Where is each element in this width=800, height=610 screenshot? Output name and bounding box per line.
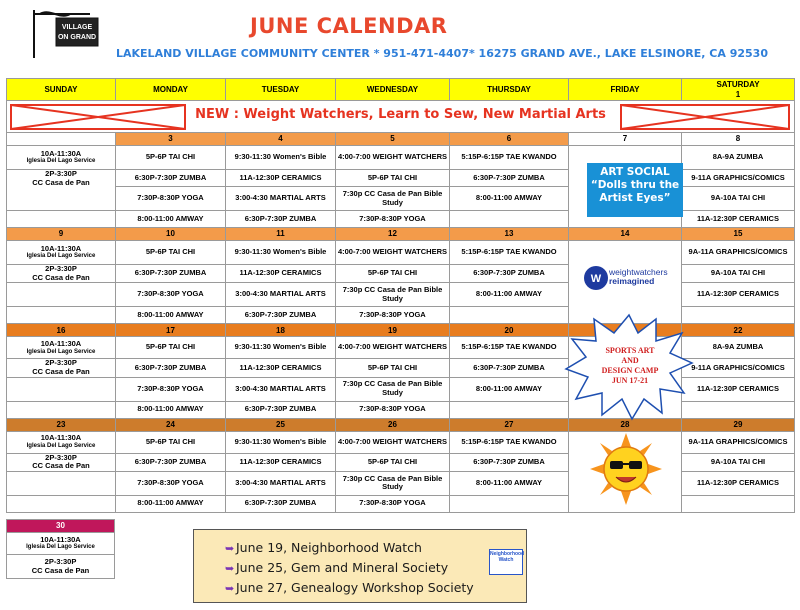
week1-date-row: [7, 133, 795, 146]
sunday-casa-de-pan: 2P-3:30P CC Casa de Pan: [7, 359, 116, 377]
event-cell: 11A-12:30P CERAMICS: [226, 359, 336, 377]
page-subtitle: LAKELAND VILLAGE COMMUNITY CENTER * 951-471-4407* 16275 GRAND AVE., LAKE ELSINORE, CA 92530: [116, 47, 768, 60]
day-header-monday: MONDAY: [116, 79, 226, 101]
date-1: 1: [735, 89, 741, 99]
event-cell: 5P-6P TAI CHI: [116, 146, 226, 170]
event-cell: 9:30-11:30 Women's Bible: [226, 241, 336, 265]
event-cell: 8:00-11:00 AMWAY: [116, 495, 226, 512]
date-18: 18: [226, 324, 336, 337]
date-14: 14: [569, 228, 682, 241]
sunday-service: 10A-11:30A Iglesia Del Lago Service: [7, 533, 115, 555]
empty-cell: [450, 401, 569, 418]
calendar-table: [6, 78, 795, 513]
empty-cell: [682, 307, 795, 324]
day-header-row: [7, 79, 795, 101]
date-23: 23: [7, 418, 116, 431]
event-cell: 9A-10A TAI CHI: [682, 453, 795, 471]
event-cell: 5:15P-6:15P TAE KWANDO: [450, 431, 569, 453]
event-cell: 7:30p CC Casa de Pan Bible Study: [336, 471, 450, 495]
svg-text:AND: AND: [621, 356, 639, 365]
event-cell: 3:00-4:30 MARTIAL ARTS: [226, 471, 336, 495]
date-12: 12: [336, 228, 450, 241]
svg-text:ON GRAND: ON GRAND: [57, 34, 97, 41]
day-header-sunday: SUNDAY: [7, 79, 116, 101]
empty-cell: [7, 495, 116, 512]
weightwatchers-text: weightwatchers reimagined: [609, 267, 668, 286]
event-cell: 6:30P-7:30P ZUMBA: [116, 170, 226, 187]
event-cell: 7:30P-8:30P YOGA: [336, 495, 450, 512]
event-cell: 6:30P-7:30P ZUMBA: [226, 307, 336, 324]
svg-text:VILLAGE: VILLAGE: [61, 24, 93, 31]
arrow-icon: ➥: [225, 563, 235, 575]
event-cell: 9A-11A GRAPHICS/COMICS: [682, 241, 795, 265]
event-cell: 7:30P-8:30P YOGA: [116, 187, 226, 211]
event-cell: 11A-12:30P CERAMICS: [226, 265, 336, 283]
sunday-casa-de-pan: 2P-3:30P CC Casa de Pan: [7, 555, 115, 579]
event-cell: 6:30P-7:30P ZUMBA: [450, 359, 569, 377]
event-cell: 5:15P-6:15P TAE KWANDO: [450, 146, 569, 170]
event-cell: 5P-6P TAI CHI: [116, 431, 226, 453]
event-cell: 9A-10A TAI CHI: [682, 265, 795, 283]
sports-camp-starburst: [564, 313, 694, 421]
event-cell: 8A-9A ZUMBA: [682, 337, 795, 359]
event-cell: 5:15P-6:15P TAE KWANDO: [450, 337, 569, 359]
date-16: 16: [7, 324, 116, 337]
date-24: 24: [116, 418, 226, 431]
event-cell: 7:30p CC Casa de Pan Bible Study: [336, 283, 450, 307]
event-cell: 8:00-11:00 AMWAY: [116, 211, 226, 228]
notice-box: [193, 529, 527, 603]
event-cell: 8:00-11:00 AMWAY: [450, 471, 569, 495]
sunday-service: 10A-11:30A Iglesia Del Lago Service: [7, 146, 116, 170]
date-4: 4: [226, 133, 336, 146]
day-header-thursday: THURSDAY: [450, 79, 569, 101]
date-10: 10: [116, 228, 226, 241]
event-cell: 5P-6P TAI CHI: [336, 170, 450, 187]
empty-cell: [7, 307, 116, 324]
date-27: 27: [450, 418, 569, 431]
empty-cell: [450, 307, 569, 324]
sunday-casa-de-pan: 2P-3:30P CC Casa de Pan: [7, 170, 116, 211]
date-3: 3: [116, 133, 226, 146]
notice-item: June 25, Gem and Mineral Society: [236, 560, 449, 575]
event-cell: 7:30p CC Casa de Pan Bible Study: [336, 187, 450, 211]
event-cell: 9:30-11:30 Women's Bible: [226, 337, 336, 359]
event-cell: 11A-12:30P CERAMICS: [682, 283, 795, 307]
new-classes-banner: [7, 101, 795, 133]
notice-item: June 27, Genealogy Workshop Society: [236, 580, 474, 595]
event-cell: 8:00-11:00 AMWAY: [116, 401, 226, 418]
arrow-icon: ➥: [225, 583, 235, 595]
event-cell: 9-11A GRAPHICS/COMICS: [682, 359, 795, 377]
empty-cell: [450, 495, 569, 512]
event-cell: 5P-6P TAI CHI: [336, 359, 450, 377]
event-cell: 6:30P-7:30P ZUMBA: [450, 453, 569, 471]
event-cell: 5P-6P TAI CHI: [116, 241, 226, 265]
date-26: 26: [336, 418, 450, 431]
event-cell: 9A-11A GRAPHICS/COMICS: [682, 431, 795, 453]
event-cell: 7:30P-8:30P YOGA: [116, 377, 226, 401]
event-cell: 5P-6P TAI CHI: [116, 337, 226, 359]
notice-item: June 19, Neighborhood Watch: [236, 540, 422, 555]
event-cell: 9:30-11:30 Women's Bible: [226, 146, 336, 170]
event-cell: 6:30P-7:30P ZUMBA: [116, 359, 226, 377]
event-cell: 5:15P-6:15P TAE KWANDO: [450, 241, 569, 265]
event-cell: 8A-9A ZUMBA: [682, 146, 795, 170]
banner-text: NEW : Weight Watchers, Learn to Sew, New Martial Arts: [195, 106, 606, 122]
date-22: 22: [682, 324, 795, 337]
empty-cell: [7, 377, 116, 401]
event-cell: 7:30P-8:30P YOGA: [336, 401, 450, 418]
day-header-wednesday: WEDNESDAY: [336, 79, 450, 101]
event-cell: 5P-6P TAI CHI: [336, 265, 450, 283]
event-cell: 6:30P-7:30P ZUMBA: [226, 401, 336, 418]
empty-cell: [682, 401, 795, 418]
empty-cell: [7, 401, 116, 418]
art-social-box: ART SOCIAL “Dolls thru the Artist Eyes”: [587, 163, 683, 217]
event-cell: 8:00-11:00 AMWAY: [450, 187, 569, 211]
event-cell: 3:00-4:30 MARTIAL ARTS: [226, 377, 336, 401]
ww-mark: W: [590, 273, 602, 285]
sunday-service: 10A-11:30A Iglesia Del Lago Service: [7, 431, 116, 453]
sunday-casa-de-pan: 2P-3:30P CC Casa de Pan: [7, 453, 116, 471]
date-25: 25: [226, 418, 336, 431]
village-on-grand-logo: [30, 8, 102, 60]
event-cell: 7:30P-8:30P YOGA: [116, 283, 226, 307]
date-8: 8: [682, 133, 795, 146]
event-cell: 4:00-7:00 WEIGHT WATCHERS: [336, 431, 450, 453]
event-cell: 3:00-4:30 MARTIAL ARTS: [226, 283, 336, 307]
event-cell: 7:30p CC Casa de Pan Bible Study: [336, 377, 450, 401]
neighborhood-watch-logo: Neighborhood Watch: [489, 549, 523, 575]
date-20: 20: [450, 324, 569, 337]
date-5: 5: [336, 133, 450, 146]
date-17: 17: [116, 324, 226, 337]
page-title: JUNE CALENDAR: [250, 14, 448, 38]
event-cell: 5P-6P TAI CHI: [336, 453, 450, 471]
date-9: 9: [7, 228, 116, 241]
day-header-friday: FRIDAY: [569, 79, 682, 101]
event-cell: 6:30P-7:30P ZUMBA: [450, 265, 569, 283]
date-30: 30: [7, 520, 115, 533]
sunday-casa-de-pan: 2P-3:30P CC Casa de Pan: [7, 265, 116, 283]
date-13: 13: [450, 228, 569, 241]
event-cell: 9:30-11:30 Women's Bible: [226, 431, 336, 453]
sunday-service: 10A-11:30A Iglesia Del Lago Service: [7, 337, 116, 359]
event-cell: 8:00-11:00 AMWAY: [116, 307, 226, 324]
svg-text:SPORTS ART: SPORTS ART: [605, 346, 655, 355]
svg-text:DESIGN CAMP: DESIGN CAMP: [601, 366, 659, 375]
event-cell: 4:00-7:00 WEIGHT WATCHERS: [336, 146, 450, 170]
event-cell: 4:00-7:00 WEIGHT WATCHERS: [336, 241, 450, 265]
event-cell: 7:30P-8:30P YOGA: [336, 307, 450, 324]
empty-cell: [7, 283, 116, 307]
empty-cell: [7, 211, 116, 228]
event-cell: 6:30P-7:30P ZUMBA: [116, 265, 226, 283]
event-cell: 4:00-7:00 WEIGHT WATCHERS: [336, 337, 450, 359]
date-7: 7: [569, 133, 682, 146]
day-header-saturday: SATURDAY 1: [682, 79, 795, 101]
sun-with-sunglasses-icon: [590, 433, 662, 505]
date-19: 19: [336, 324, 450, 337]
event-cell: 8:00-11:00 AMWAY: [450, 283, 569, 307]
event-cell: 8:00-11:00 AMWAY: [450, 377, 569, 401]
event-cell: 11A-12:30P CERAMICS: [682, 211, 795, 228]
event-cell: 11A-12:30P CERAMICS: [226, 170, 336, 187]
empty-cell: [682, 495, 795, 512]
event-cell: 11A-12:30P CERAMICS: [682, 471, 795, 495]
sunday-service: 10A-11:30A Iglesia Del Lago Service: [7, 241, 116, 265]
event-cell: 9-11A GRAPHICS/COMICS: [682, 170, 795, 187]
event-cell: 6:30P-7:30P ZUMBA: [226, 495, 336, 512]
event-cell: 9A-10A TAI CHI: [682, 187, 795, 211]
event-cell: 6:30P-7:30P ZUMBA: [116, 453, 226, 471]
event-cell: 11A-12:30P CERAMICS: [682, 377, 795, 401]
event-cell: 7:30P-8:30P YOGA: [336, 211, 450, 228]
day-header-tuesday: TUESDAY: [226, 79, 336, 101]
date-11: 11: [226, 228, 336, 241]
empty-cell: [450, 211, 569, 228]
date-blank: [7, 133, 116, 146]
date-29: 29: [682, 418, 795, 431]
week2-date-row: [7, 228, 795, 241]
event-cell: 11A-12:30P CERAMICS: [226, 453, 336, 471]
week5-table: [6, 519, 115, 579]
date-15: 15: [682, 228, 795, 241]
event-cell: 3:00-4:30 MARTIAL ARTS: [226, 187, 336, 211]
event-cell: 7:30P-8:30P YOGA: [116, 471, 226, 495]
banner-cross-right: [620, 104, 790, 130]
svg-text:JUN 17-21: JUN 17-21: [611, 376, 649, 385]
arrow-icon: ➥: [225, 543, 235, 555]
event-cell: 6:30P-7:30P ZUMBA: [226, 211, 336, 228]
date-28: 28: [569, 418, 682, 431]
empty-cell: [7, 471, 116, 495]
date-6: 6: [450, 133, 569, 146]
event-cell: 6:30P-7:30P ZUMBA: [450, 170, 569, 187]
